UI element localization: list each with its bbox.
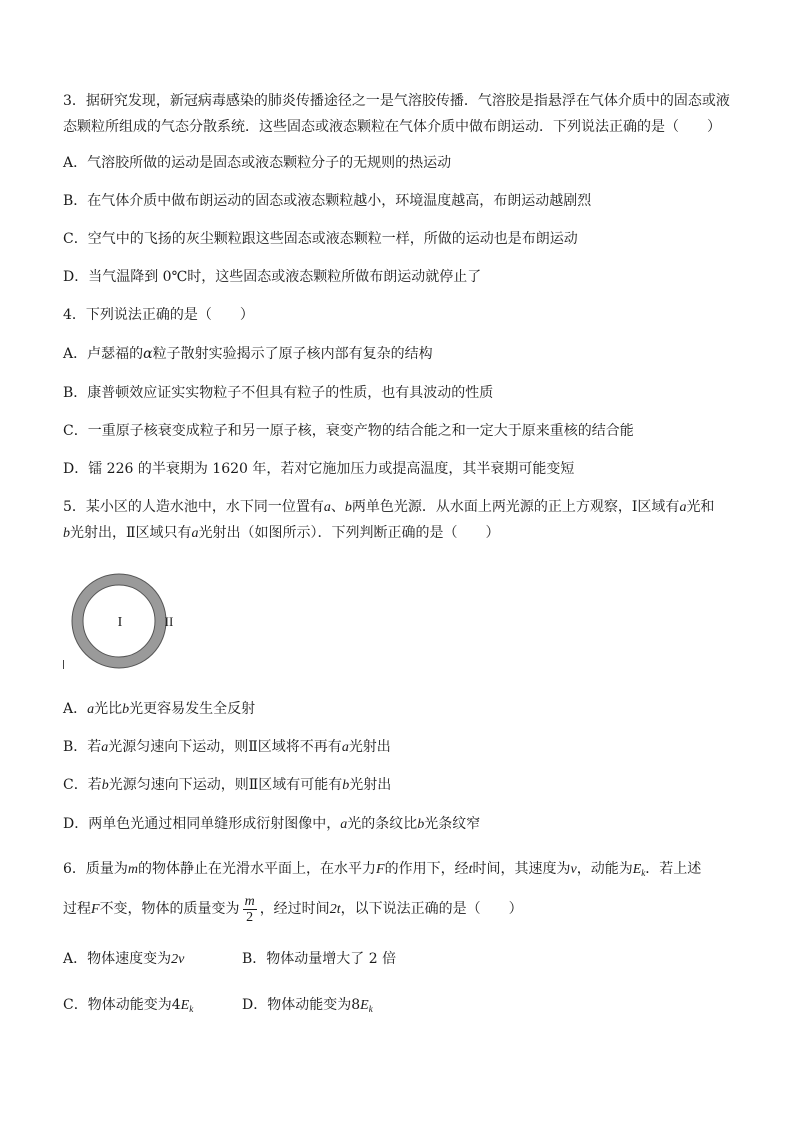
q3-option-c: C．空气中的飞扬的灰尘颗粒跟这些固态或液态颗粒一样，所做的运动也是布朗运动 (63, 231, 578, 247)
q3-stem-line2: 态颗粒所组成的气态分散系统．这些固态或液态颗粒在气体介质中做布朗运动．下列说法正确的是（ ） (63, 119, 721, 135)
q5-stem-line1: 5．某小区的人造水池中，水下同一位置有a、b两单色光源．从水面上两光源的正上方观察，Ⅰ区域有a光和 (63, 499, 715, 515)
q4-option-b: B．康普顿效应证实实物粒子不但具有粒子的性质，也有具波动的性质 (63, 385, 494, 401)
q4-stem: 4．下列说法正确的是（ ） (63, 307, 254, 323)
figure-edge-mark (63, 660, 64, 669)
q6-option-b: B．物体动量增大了 2 倍 (242, 951, 397, 967)
q5-option-b: B．若a光源匀速向下运动，则Ⅱ区域将不再有a光射出 (63, 739, 391, 755)
region-ii-label: II (164, 614, 174, 629)
q5-option-a: A．a光比b光更容易发生全反射 (63, 701, 256, 717)
q6-option-a: A．物体速度变为2v (63, 951, 185, 967)
q4-option-a: A．卢瑟福的α粒子散射实验揭示了原子核内部有复杂的结构 (63, 346, 433, 362)
q5-option-d: D．两单色光通过相同单缝形成衍射图像中，a光的条纹比b光条纹窄 (63, 816, 481, 832)
q3-option-a: A．气溶胶所做的运动是固态或液态颗粒分子的无规则的热运动 (63, 155, 452, 171)
light-region-figure (62, 572, 186, 672)
q3-stem-line1: 3．据研究发现，新冠病毒感染的肺炎传播途径之一是气溶胶传播．气溶胶是指悬浮在气体介质中的固态或液 (63, 93, 730, 109)
alpha-symbol: α (143, 346, 153, 362)
mass-fraction: $\frac{m}{2}$ (244, 893, 255, 925)
q3-option-d: D．当气温降到 0℃时，这些固态或液态颗粒所做布朗运动就停止了 (63, 269, 482, 285)
q6-stem-line1: 6．质量为m的物体静止在光滑水平面上，在水平力F的作用下，经t时间，其速度为v，动能为$E_k$．若上述 (63, 861, 702, 878)
q6-option-c: C．物体动能变为$4E_k$ (63, 997, 194, 1014)
region-i-label: I (117, 615, 123, 630)
q4-option-d: D．镭 226 的半衰期为 1620 年，若对它施加压力或提高温度，其半衰期可能变短 (63, 461, 575, 477)
q5-option-c: C．若b光源匀速向下运动，则Ⅱ区域有可能有b光射出 (63, 777, 392, 793)
q4-option-c: C．一重原子核衰变成粒子和另一原子核，衰变产物的结合能之和一定大于原来重核的结合能 (63, 423, 634, 439)
q3-option-b: B．在气体介质中做布朗运动的固态或液态颗粒越小，环境温度越高，布朗运动越剧烈 (63, 193, 592, 209)
q6-option-d: D．物体动能变为$8E_k$ (242, 997, 373, 1014)
q5-stem-line2: b光射出，Ⅱ区域只有a光射出（如图所示）．下列判断正确的是（ ） (63, 525, 500, 541)
q6-stem-line2: 过程F不变，物体的质量变为 $\frac{m}{2}$ ，经过时间2t，以下说法正确的是（ ） (63, 893, 523, 925)
